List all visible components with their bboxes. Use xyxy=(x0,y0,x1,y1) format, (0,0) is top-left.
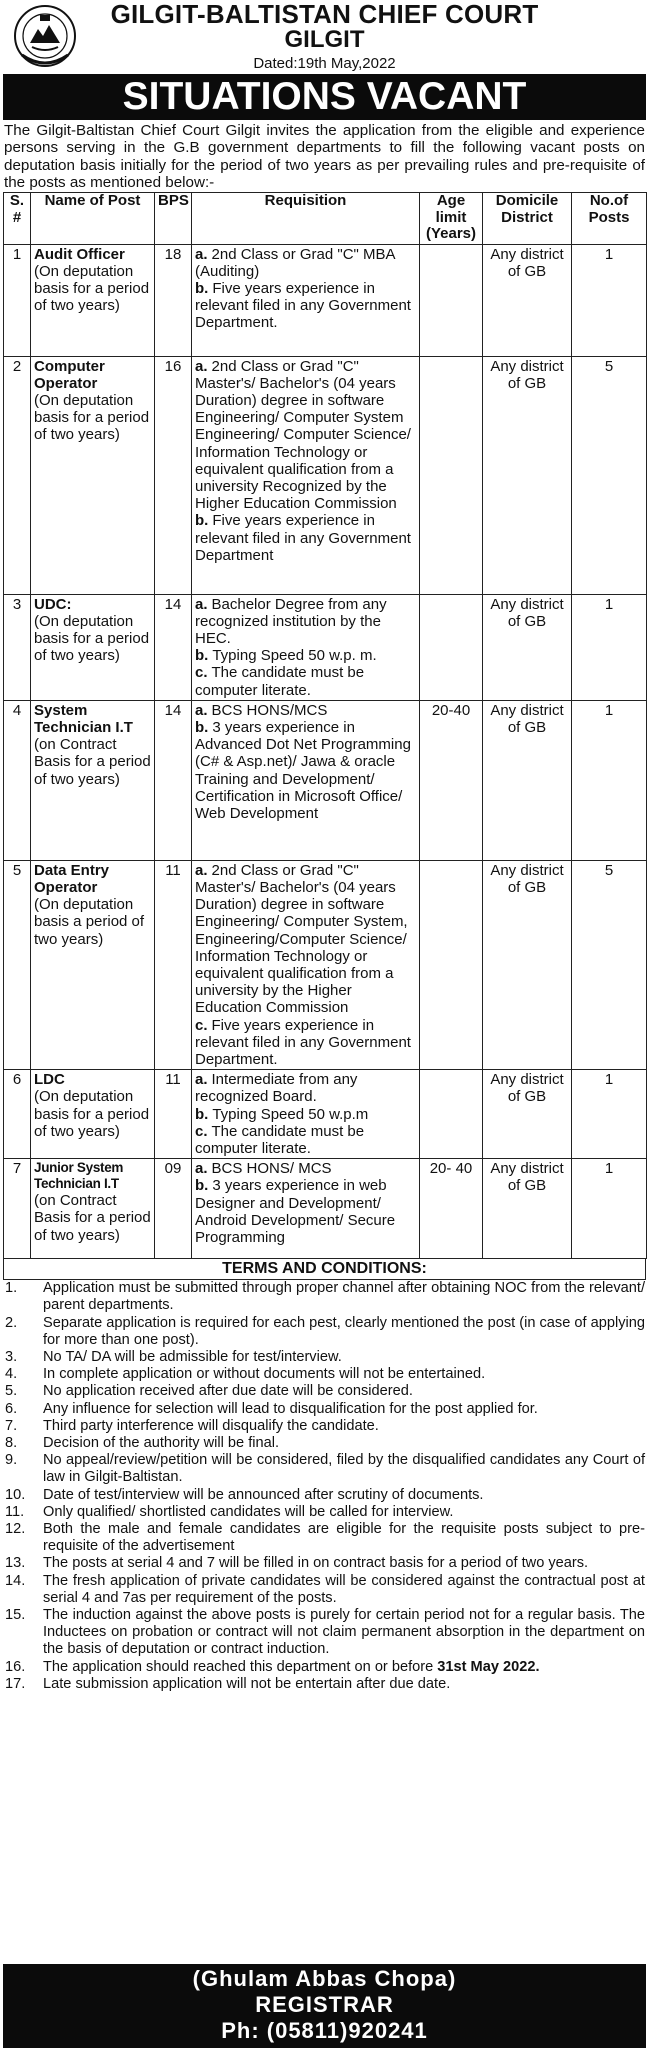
cell-domicile: Any district of GB xyxy=(483,594,572,700)
list-item xyxy=(3,1487,645,1504)
requisition-label: a. xyxy=(195,357,208,375)
requisition-item xyxy=(195,512,416,564)
term-number: 1. xyxy=(5,1280,18,1297)
term-number: 16. xyxy=(5,1658,26,1675)
cell-domicile: Any district of GB xyxy=(483,860,572,1069)
header-posts: No.of Posts xyxy=(572,193,647,245)
requisition-label: b. xyxy=(195,512,209,530)
requisition-label: b. xyxy=(195,718,209,736)
cell-post-name xyxy=(31,1070,155,1159)
requisition-item xyxy=(195,1123,416,1157)
term-number: 7. xyxy=(5,1417,18,1434)
term-number: 14. xyxy=(5,1572,26,1589)
list-item xyxy=(3,1607,645,1659)
cell-post-name xyxy=(31,244,155,356)
list-item xyxy=(3,1366,645,1383)
list-item xyxy=(3,1555,645,1572)
cell-bps: 11 xyxy=(155,860,192,1069)
cell-posts: 1 xyxy=(572,1159,647,1259)
requisition-item xyxy=(195,719,416,822)
registrar-name: (Ghulam Abbas Chopa) xyxy=(192,1966,457,1991)
court-city: GILGIT xyxy=(284,26,365,53)
cell-sn: 3 xyxy=(4,594,31,700)
cell-domicile: Any district of GB xyxy=(483,244,572,356)
post-basis-note: (On deputation basis a period of two years) xyxy=(34,896,145,948)
cell-bps: 11 xyxy=(155,1070,192,1159)
header-bps: BPS xyxy=(155,193,192,245)
cell-age-limit xyxy=(420,594,483,700)
post-basis-note: (On deputation basis for a period of two years) xyxy=(34,612,150,665)
cell-age-limit xyxy=(420,860,483,1069)
post-basis-note: (on Contract Basis for a period of two years) xyxy=(34,736,151,788)
requisition-text: 2nd Class or Grad "C" MBA (Auditing) xyxy=(195,245,395,280)
list-item xyxy=(3,1521,645,1555)
list-item xyxy=(3,1573,645,1607)
term-text: Any influence for selection will lead to disqualification for the post applied for. xyxy=(43,1400,538,1417)
list-item xyxy=(3,1280,645,1314)
requisition-text: Typing Speed 50 w.p. m. xyxy=(212,647,377,665)
list-item xyxy=(3,1435,645,1452)
term-number: 8. xyxy=(5,1435,18,1451)
cell-post-name xyxy=(31,700,155,860)
table-row xyxy=(4,244,647,356)
list-item xyxy=(3,1676,645,1693)
requisition-label: a. xyxy=(195,1160,208,1178)
header-requisition: Requisition xyxy=(192,193,420,245)
requisition-text: Five years experience in relevant filed in any Government Department. xyxy=(195,1016,411,1068)
term-number: 3. xyxy=(5,1348,18,1365)
cell-requisition xyxy=(192,700,420,860)
cell-sn: 1 xyxy=(4,244,31,356)
post-title: Data Entry Operator xyxy=(34,861,110,896)
term-number: 15. xyxy=(5,1607,26,1624)
cell-bps: 16 xyxy=(155,356,192,594)
cell-bps: 09 xyxy=(155,1159,192,1259)
list-item xyxy=(3,1659,645,1676)
requisition-label: c. xyxy=(195,1122,208,1140)
post-basis-note: (On deputation basis for a period of two years) xyxy=(34,391,150,444)
term-number: 13. xyxy=(5,1555,26,1572)
requisition-text: 2nd Class or Grad "C" Master's/ Bachelor's (04 years Duration) degree in software Engineering/ Computer System, Engineering/Computer Science/ Information Technology or equivalent qualification from a university by the Higher Education Commission xyxy=(195,861,408,1017)
requisition-text: The candidate must be computer literate. xyxy=(195,664,365,699)
requisition-item xyxy=(195,1177,416,1246)
cell-age-limit: 20- 40 xyxy=(420,1159,483,1259)
requisition-label: b. xyxy=(195,279,209,297)
cell-requisition xyxy=(192,1070,420,1159)
list-item xyxy=(3,1401,645,1418)
term-number: 4. xyxy=(5,1366,18,1383)
list-item xyxy=(3,1452,645,1486)
post-basis-note: (On deputation basis for a period of two years) xyxy=(34,1088,150,1140)
header-age: Age limit (Years) xyxy=(420,193,483,245)
cell-bps: 18 xyxy=(155,244,192,356)
table-row xyxy=(4,356,647,594)
header xyxy=(3,0,646,74)
term-text: The fresh application of private candidates will be considered against the contractual post at serial 4 and 7as per requirement of the posts. xyxy=(43,1572,645,1606)
term-number: 10. xyxy=(5,1486,26,1503)
term-text: The application should reached this department on or before xyxy=(43,1658,438,1675)
cell-post-name xyxy=(31,860,155,1069)
requisition-label: b. xyxy=(195,1177,209,1195)
requisition-item xyxy=(195,862,416,1017)
cell-requisition xyxy=(192,244,420,356)
requisition-item xyxy=(195,358,416,513)
registrar-phone: Ph: (05811)920241 xyxy=(221,2018,428,2043)
post-title: Computer Operator xyxy=(34,357,105,392)
cell-requisition xyxy=(192,594,420,700)
requisition-item xyxy=(195,647,416,664)
term-text: Decision of the authority will be final. xyxy=(43,1435,280,1451)
cell-posts: 5 xyxy=(572,860,647,1069)
requisition-text: 3 years experience in web Designer and Development/ Android Development/ Secure Programming xyxy=(195,1177,396,1246)
requisition-item xyxy=(195,702,416,719)
table-row xyxy=(4,860,647,1069)
cell-post-name xyxy=(31,1159,155,1259)
list-item xyxy=(3,1315,645,1349)
list-item xyxy=(3,1383,645,1400)
cell-domicile: Any district of GB xyxy=(483,1159,572,1259)
requisition-text: The candidate must be computer literate. xyxy=(195,1122,365,1157)
posts-table xyxy=(3,192,647,1259)
requisition-item xyxy=(195,664,416,698)
post-basis-note: (On deputation basis for a period of two years) xyxy=(34,262,150,315)
cell-age-limit xyxy=(420,244,483,356)
intro-paragraph: The Gilgit-Baltistan Chief Court Gilgit invites the application from the eligible and experience persons serving in the G.B government departments to fill the following vacant posts on deputation basis initially for the period of two years as per prevailing rules and pre-requisite of the posts as mentioned below:- xyxy=(4,122,645,191)
requisition-text: Five years experience in relevant filed in any Government Department. xyxy=(195,279,411,332)
term-text: The induction against the above posts is purely for certain period not for a regular basis. The Inductees on probation or contract will not claim permanent absorption in the department on the basis of deputation or contract induction. xyxy=(43,1607,645,1658)
court-title: GILGIT-BALTISTAN CHIEF COURT xyxy=(110,0,539,29)
post-title: UDC: xyxy=(34,595,72,613)
signature-block xyxy=(3,1964,646,2048)
term-number: 11. xyxy=(5,1503,25,1520)
requisition-text: BCS HONS/MCS xyxy=(211,701,328,719)
requisition-text: Bachelor Degree from any recognized institution by the HEC. xyxy=(195,595,387,647)
cell-age-limit xyxy=(420,1070,483,1159)
requisition-text: Intermediate from any recognized Board. xyxy=(195,1071,358,1106)
header-domicile: Domicile District xyxy=(483,193,572,245)
cell-sn: 5 xyxy=(4,860,31,1069)
requisition-label: b. xyxy=(195,647,209,665)
cell-posts: 1 xyxy=(572,594,647,700)
term-number: 2. xyxy=(5,1314,18,1331)
term-number: 17. xyxy=(5,1675,26,1692)
dated: Dated:19th May,2022 xyxy=(253,55,396,72)
requisition-text: Typing Speed 50 w.p.m xyxy=(212,1105,369,1123)
table-header-row xyxy=(4,193,647,245)
term-text: The posts at serial 4 and 7 will be filled in on contract basis for a period of two years. xyxy=(43,1555,589,1572)
situations-vacant-banner: SITUATIONS VACANT xyxy=(3,74,646,120)
requisition-label: a. xyxy=(195,861,208,879)
header-sn: S. # xyxy=(4,193,31,245)
cell-age-limit: 20-40 xyxy=(420,700,483,860)
requisition-label: a. xyxy=(195,595,208,613)
cell-sn: 4 xyxy=(4,700,31,860)
cell-sn: 6 xyxy=(4,1070,31,1159)
requisition-label: a. xyxy=(195,245,208,263)
table-row xyxy=(4,700,647,860)
terms-title: TERMS AND CONDITIONS: xyxy=(3,1259,646,1280)
term-text: Third party interference will disqualify the candidate. xyxy=(43,1417,379,1434)
cell-posts: 1 xyxy=(572,700,647,860)
requisition-text: BCS HONS/ MCS xyxy=(211,1160,332,1178)
post-title: LDC xyxy=(34,1071,65,1089)
term-text: Late submission application will not be entertain after due date. xyxy=(43,1675,451,1692)
cell-requisition xyxy=(192,860,420,1069)
post-title: Junior System Technician I.T xyxy=(34,1160,124,1192)
term-number: 6. xyxy=(5,1400,18,1417)
cell-sn: 2 xyxy=(4,356,31,594)
cell-requisition xyxy=(192,356,420,594)
cell-post-name xyxy=(31,594,155,700)
cell-domicile: Any district of GB xyxy=(483,700,572,860)
requisition-item xyxy=(195,1017,416,1069)
list-item xyxy=(3,1349,645,1366)
terms-list xyxy=(3,1280,646,1693)
header-name: Name of Post xyxy=(31,193,155,245)
table-row xyxy=(4,1159,647,1259)
cell-age-limit xyxy=(420,356,483,594)
requisition-item xyxy=(195,246,416,280)
requisition-label: b. xyxy=(195,1105,209,1123)
registrar-designation: REGISTRAR xyxy=(255,1992,394,2017)
requisition-label: c. xyxy=(195,664,208,682)
requisition-label: c. xyxy=(195,1016,208,1034)
requisition-text: Five years experience in relevant filed in any Government Department xyxy=(195,512,411,564)
requisition-item xyxy=(195,1160,416,1177)
term-number: 12. xyxy=(5,1521,26,1538)
term-number: 9. xyxy=(5,1452,18,1469)
cell-posts: 1 xyxy=(572,244,647,356)
term-number: 5. xyxy=(5,1383,18,1400)
term-text: No application received after due date will be considered. xyxy=(43,1383,413,1400)
cell-sn: 7 xyxy=(4,1159,31,1259)
cell-domicile: Any district of GB xyxy=(483,356,572,594)
requisition-label: a. xyxy=(195,701,208,719)
post-title: Audit Officer xyxy=(34,245,125,263)
requisition-item xyxy=(195,1106,416,1123)
list-item xyxy=(3,1418,645,1435)
term-text: Date of test/interview will be announced after scrutiny of documents. xyxy=(43,1486,484,1503)
post-basis-note: (on Contract Basis for a period of two years) xyxy=(34,1192,151,1244)
term-text: Separate application is required for each pest, clearly mentioned the post (in case of applying for more than one post). xyxy=(43,1314,645,1348)
cell-bps: 14 xyxy=(155,594,192,700)
table-row xyxy=(4,1070,647,1159)
term-text: No appeal/review/petition will be considered, filed by the disqualified candidates any Court of law in Gilgit-Baltistan. xyxy=(43,1452,645,1486)
requisition-item xyxy=(195,596,416,648)
term-text: Application must be submitted through proper channel after obtaining NOC from the relevant/ parent departments. xyxy=(43,1280,645,1314)
term-deadline: 31st May 2022. xyxy=(437,1658,540,1675)
term-text: No TA/ DA will be admissible for test/interview. xyxy=(43,1348,342,1365)
list-item xyxy=(3,1504,645,1521)
cell-requisition xyxy=(192,1159,420,1259)
post-title: System Technician I.T xyxy=(34,701,133,736)
term-text: Both the male and female candidates are eligible for the requisite posts subject to pre-requisite of the advertisement xyxy=(43,1521,645,1555)
requisition-text: 3 years experience in Advanced Dot Net Programming (C# & Asp.net)/ Jawa & oracle Training and Development/ Certification in Microsoft Office/ Web Development xyxy=(195,718,411,822)
table-row xyxy=(4,594,647,700)
requisition-text: 2nd Class or Grad "C" Master's/ Bachelor's (04 years Duration) degree in software Engineering/ Computer System Engineering/ Computer Science/ Information Technology or equivalent qualification from a university Recognized by the Higher Education Commission xyxy=(195,357,411,513)
requisition-item xyxy=(195,280,416,332)
cell-posts: 1 xyxy=(572,1070,647,1159)
requisition-item xyxy=(195,1071,416,1105)
term-text: Only qualified/ shortlisted candidates will be called for interview. xyxy=(43,1503,454,1520)
term-text: In complete application or without documents will not be entertained. xyxy=(43,1366,486,1383)
cell-bps: 14 xyxy=(155,700,192,860)
cell-post-name xyxy=(31,356,155,594)
cell-domicile: Any district of GB xyxy=(483,1070,572,1159)
cell-posts: 5 xyxy=(572,356,647,594)
requisition-label: a. xyxy=(195,1071,208,1089)
